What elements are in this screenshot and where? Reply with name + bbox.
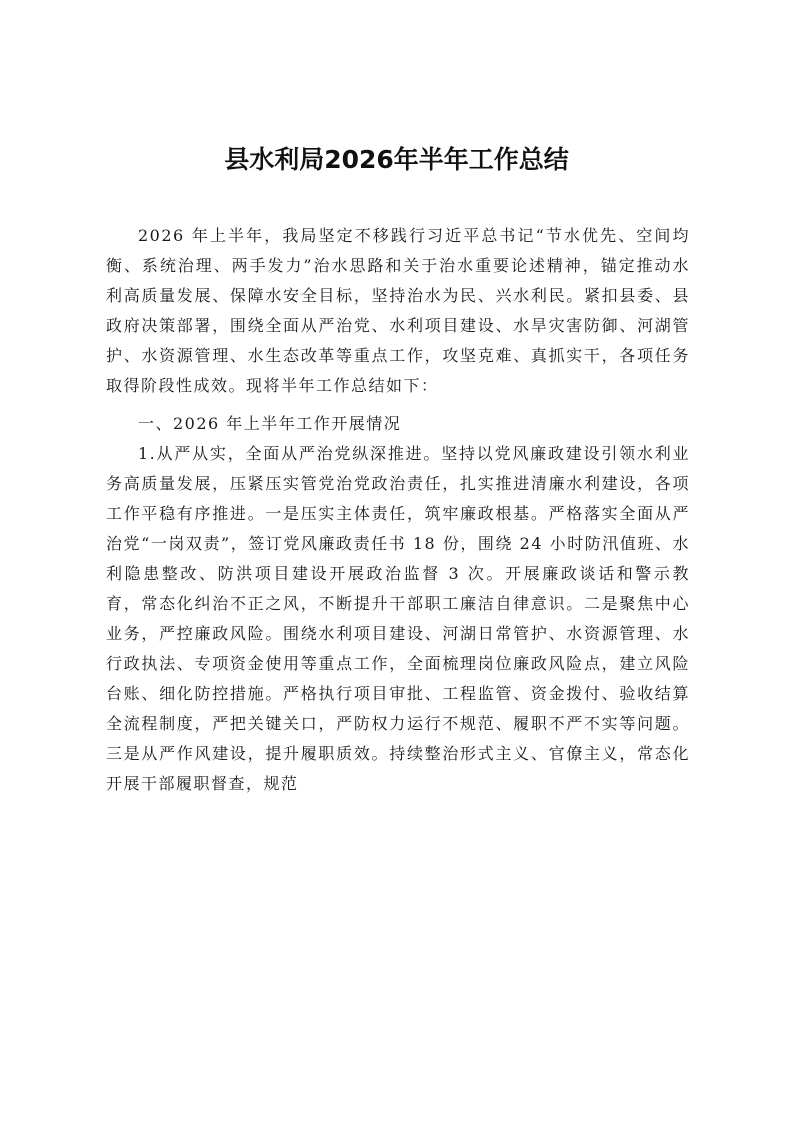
section-1-item-1-paragraph: 1.从严从实，全面从严治党纵深推进。坚持以党风廉政建设引领水利业务高质量发展，压紧压实管党治党政治责任，扎实推进清廉水利建设，各项工作平稳有序推进。一是压实主体责任，筑牢廉政根基。严格落实全面从严治党“一岗双责”，签订党风廉政责任书 18 份，围绕 24 小时防汛值班、水利隐患整改、防洪项目建设开展政治监督 3 次。开展廉政谈话和警示教育，常态化纠治不正之风，不断提升干部职工廉洁自律意识。二是聚焦中心业务，严控廉政风险。围绕水利项目建设、河湖日常管护、水资源管理、水行政执法、专项资金使用等重点工作，全面梳理岗位廉政风险点，建立风险台账、细化防控措施。严格执行项目审批、工程监管、资金拨付、验收结算全流程制度，严把关键关口，严防权力运行不规范、履职不严不实等问题。三是从严作风建设，提升履职质效。持续整治形式主义、官僚主义，常态化开展干部履职督查，规范 — [106, 444, 690, 793]
intro-paragraph: 2026 年上半年，我局坚定不移践行习近平总书记“节水优先、空间均衡、系统治理、两手发力”治水思路和关于治水重要论述精神，锚定推动水利高质量发展、保障水安全目标，坚持治水为民、兴水利民。紧扣县委、县政府决策部署，围绕全面从严治党、水利项目建设、水旱灾害防御、河湖管护、水资源管理、水生态改革等重点工作，攻坚克难、真抓实干，各项任务取得阶段性成效。现将半年工作总结如下： — [106, 226, 690, 395]
document-body — [106, 221, 690, 799]
document-title: 县水利局2026年半年工作总结 — [224, 145, 569, 174]
section-1-heading: 一、2026 年上半年工作开展情况 — [138, 414, 402, 433]
